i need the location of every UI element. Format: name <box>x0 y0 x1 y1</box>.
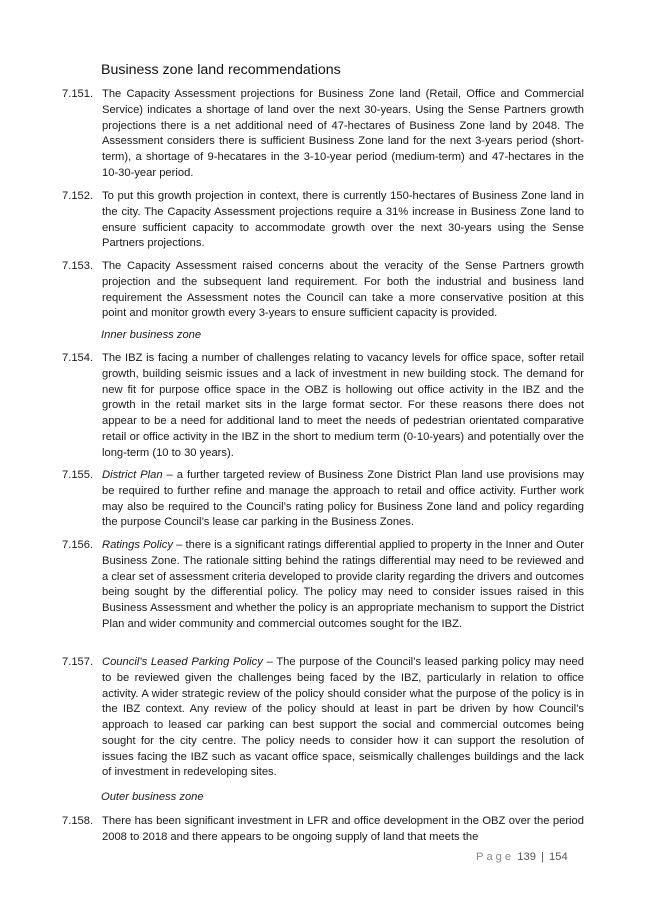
paragraph-7-158 <box>62 814 584 846</box>
subheading-inner-business-zone: Inner business zone <box>101 329 202 341</box>
page-label: Page <box>476 851 515 863</box>
paragraph-number: 7.155. <box>62 469 94 481</box>
paragraph-number: 7.158. <box>62 815 94 827</box>
paragraph-lead: Ratings Policy <box>102 539 173 551</box>
paragraph-text: The Capacity Assessment projections for Business Zone land (Retail, Office and Commercial Service) indicates a shortage of land over the next 30-years. Using the Sense Partners growth projections there is a net additional need of 47-hectares of Business Zone land by 2048. The Assessment considers there is sufficient Business Zone land for the next 3-years period (short-term), a shortage of 9-hecatares in the 3-10-year period (medium-term) and 47-hectares in the 10-30-year period. <box>102 88 584 179</box>
paragraph-number: 7.157. <box>62 656 94 668</box>
paragraph-number: 7.156. <box>62 539 94 551</box>
paragraph-text: The IBZ is facing a number of challenges relating to vacancy levels for office space, softer retail growth, building seismic issues and a lack of investment in new building stock. The demand for new fit for purpose office space in the OBZ is hollowing out office activity in the IBZ and the growth in the retail market sits in the large format sector. For these reasons there does not appear to be a need for additional land to meet the needs of pedestrian orientated comparative retail or office activity in the IBZ in the short to medium term (0-10-years) and potentially over the long-term (10 to 30 years). <box>102 352 584 459</box>
paragraph-7-151 <box>62 87 584 182</box>
paragraph-text: The Capacity Assessment raised concerns about the veracity of the Sense Partners growth projection and the subsequent land requirement. For both the industrial and business land requirement the Assessment notes the Council can take a more conservative position at this point and monitor growth every 3-years to ensure sufficient capacity is provided. <box>102 260 584 320</box>
section-title: Business zone land recommendations <box>101 62 341 78</box>
paragraph-7-154 <box>62 351 584 461</box>
paragraph-text: – The purpose of the Council’s leased parking policy may need to be reviewed given the challenges being faced by the IBZ, particularly in relation to office activity. A wider strategic review of the policy should consider what the purpose of the policy is in the IBZ context. Any review of the policy should at least in part be driven by how Council’s approach to leased car parking can best support the social and commercial outcomes being sought for the city centre. The policy needs to consider how it can support the resolution of issues facing the IBZ such as vacant office space, seismically challenges buildings and the lack of investment in redeveloping sites. <box>102 656 584 779</box>
paragraph-text: – a further targeted review of Business Zone District Plan land use provisions may be required to further refine and manage the approach to retail and office activity. Further work may also be required to the Council’s rating policy for Business Zone land and policy regarding the purpose Council’s lease car parking in the Business Zones. <box>102 469 584 529</box>
paragraph-7-152 <box>62 189 584 252</box>
paragraph-number: 7.152. <box>62 190 94 202</box>
page-total: 154 <box>549 851 568 863</box>
paragraph-text: To put this growth projection in context, there is currently 150-hectares of Business Zone land in the city. The Capacity Assessment projections require a 31% increase in Business Zone land to ensure sufficient capacity to accommodate growth over the next 30-years using the Sense Partners projections. <box>102 190 584 250</box>
paragraph-7-153 <box>62 259 584 322</box>
paragraph-text: – there is a significant ratings differential applied to property in the Inner and Outer Business Zone. The rationale sitting behind the ratings differential may need to be reviewed and a clear set of assessment criteria developed to provide clarity regarding the drivers and outcomes being sought by the differential policy. The policy may need to consider issues raised in this Business Assessment and whether the policy is an appropriate mechanism to support the District Plan and wider community and commercial outcomes sought for the IBZ. <box>102 539 584 630</box>
paragraph-lead: Council’s Leased Parking Policy <box>102 656 263 668</box>
paragraph-number: 7.153. <box>62 260 94 272</box>
paragraph-number: 7.154. <box>62 352 94 364</box>
paragraph-text: There has been significant investment in LFR and office development in the OBZ over the period 2008 to 2018 and there appears to be ongoing supply of land that meets the <box>102 815 584 843</box>
paragraph-7-156 <box>62 538 584 633</box>
subheading-outer-business-zone: Outer business zone <box>101 791 204 803</box>
paragraph-number: 7.151. <box>62 88 94 100</box>
page-current: 139 <box>517 851 536 863</box>
paragraph-lead: District Plan <box>102 469 163 481</box>
paragraph-7-155 <box>62 468 584 531</box>
page-footer <box>476 851 568 863</box>
page-separator: | <box>541 851 544 863</box>
paragraph-7-157 <box>62 655 584 781</box>
